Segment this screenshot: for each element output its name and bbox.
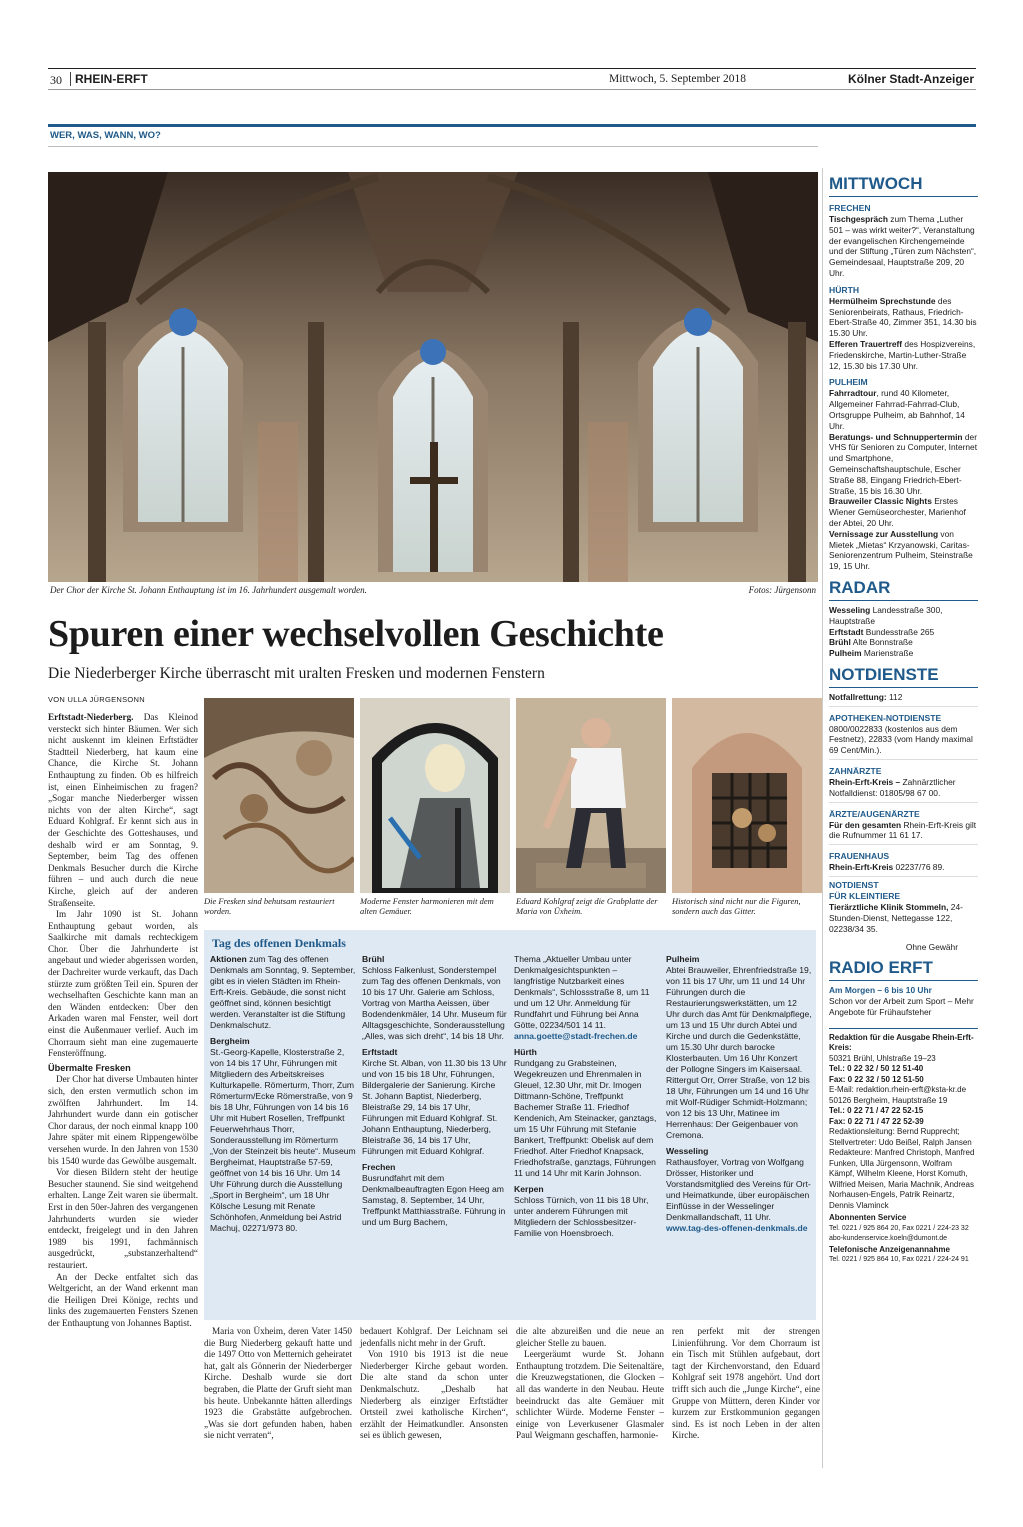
event-infobox — [204, 930, 816, 1320]
infobox-heading: Erftstadt — [362, 1047, 398, 1057]
photo-credit: Fotos: Jürgensonn — [748, 585, 816, 595]
sidebar-heading-radio: RADIO ERFT — [829, 958, 933, 978]
service-entry: Für den gesamten Rhein-Erft-Kreis gilt die Rufnummer 11 61 17. — [829, 819, 977, 841]
article-column — [204, 1326, 352, 1442]
divider — [829, 759, 978, 760]
paragraph: Vor diesen Bildern steht der heutige Besucher staunend. Sie sind weitgehend erhalten. Lange Zeit waren sie übermalt. Erst in den 50er-Jahren des vergangenen Jahrhunderts wurden sie wieder entdeckt, freigelegt und in den Jahren 1989 bis 1991, fachmännisch ausgedrückt, „substanzerhaltend“ restauriert. — [48, 1167, 198, 1270]
infobox-text: Abtei Brauweiler, Ehrenfriedstraße 19, von 11 bis 17 Uhr, um 11 und 14 Uhr Führungen durch die Restaurierungswerkstätten, um 12 Uhr durch das Amt für Denkmalpflege, um 13 und 15 Uhr durch Abtei und Kirche und durch die Gedenkstätte, um 15.30 Uhr durch barocke Klosterbauten. Um 16 Uhr Konzert der Pollogne Singers im Kaisersaal. Rittergut Orr, Orrer Straße, von 12 bis 18 Uhr, Führungen um 14 und 16 Uhr mit Wolf-Rüdiger Schmidt-Holzmann; von 12 bis 13 Uhr, Matinee im Herrenhaus: Der Geigenbauer von Cremona. — [666, 965, 812, 1140]
paragraph: ren perfekt mit der strengen Linienführung. Vor dem Chorraum ist ein Tisch mit Stühlen aufgebaut, dort tagt der Kirchenvorstand, den Eduard Kohlgraf seit 1978 angehört. Und dort trifft sich auch die „Junge Kirche“, eine Gruppe von Müttern, deren Kinder vor kurzem zur Erstkommunion gegangen sind. Es ist noch Leben in der alten Kirche. — [672, 1326, 820, 1441]
divider — [829, 196, 978, 197]
infobox-column — [210, 954, 356, 1234]
subheadline: Die Niederberger Kirche überrascht mit uralten Fresken und modernen Fenstern — [48, 665, 545, 682]
issue-date: Mittwoch, 5. September 2018 — [608, 73, 746, 85]
service-category: FÜR KLEINTIERE — [829, 891, 901, 902]
sidebar-entry: Tischgespräch zum Thema „Luther 501 – was wirkt weiter?“, Veranstaltung der evangelischen Kirchengemeinde und der Stiftung „Türen zum Nächsten“, Gemeindesaal, Hauptstraße 209, 20 Uhr. — [829, 214, 977, 278]
sidebar-entry: Hermülheim Sprechstunde des Seniorenbeirats, Rathaus, Friedrich-Ebert-Straße 40, Zimmer 351, 14.30 bis 15.30 Uhr. — [829, 295, 977, 339]
subheading: Übermalte Fresken — [48, 1062, 131, 1073]
page-header — [48, 68, 976, 90]
paragraph: An der Decke entfaltet sich das Weltgericht, an der Wand erkennt man die Heiligen Drei Könige, rechts und links des zugemauerten Fensters Szenen der Enthauptung von Johannes Baptist. — [48, 1271, 198, 1328]
radar-entry: Erftstadt Bundesstraße 265 — [829, 626, 935, 637]
paragraph: Der Chor hat diverse Umbauten hinter sich, den ersten vermutlich schon im zwölften Jahrhundert. Im 14. Jahrhundert wurde dann ein gotischer Chor daraus, der noch einmal knapp 100 Jahre später mit einem Rippengewölbe versehen wurde. In den Jahren von 1530 bis 1540 wurde das Gewölbe ausgemalt. — [48, 1074, 198, 1166]
section-kicker: WER, WAS, WANN, WO? — [50, 130, 161, 141]
article-column — [360, 1326, 508, 1442]
radar-entry: Pulheim Marienstraße — [829, 648, 914, 659]
infobox-column — [666, 954, 812, 1234]
sidebar-entry: Fahrradtour, rund 40 Kilometer, Allgemeiner Fahrrad-Fahrrad-Club, Ortsgruppe Pulheim, ab Bahnhof, 14 Uhr. — [829, 388, 965, 431]
photo-historic-grille — [672, 698, 822, 893]
sidebar-entry: Efferen Trauertreff des Hospizvereins, Friedenskirche, Martin-Luther-Straße 12, 15.30 bis 17.30 Uhr. — [829, 338, 976, 371]
sidebar-heading-mittwoch: MITTWOCH — [829, 174, 923, 193]
section-rule — [48, 124, 976, 127]
sidebar-entry: Beratungs- und Schnuppertermin der VHS für Senioren zu Computer, Internet und Smartphone, Gemeinschaftshauptschule, Escher Straße 88, Eingang Friedrich-Ebert-Straße, 15 bis 16.30 Uhr. — [829, 431, 978, 496]
service-category: APOTHEKEN-NOTDIENSTE — [829, 712, 942, 723]
photo-caption: Die Fresken sind behutsam restauriert worden. — [204, 896, 335, 916]
service-category: FRAUENHAUS — [829, 851, 890, 862]
divider — [829, 844, 978, 845]
service-category: ÄRZTE/AUGENÄRZTE — [829, 808, 920, 819]
paragraph: bedauert Kohlgraf. Der Leichnam sei jedenfalls nicht mehr in der Gruft. — [360, 1326, 508, 1348]
service-entry: Tierärztliche Klinik Stommeln, 24-Stunden-Dienst, Nettegasse 122, 02238/34 35. — [829, 902, 963, 934]
headline: Spuren einer wechselvollen Geschichte — [48, 613, 664, 655]
infobox-heading: Aktionen — [210, 954, 247, 964]
infobox-column — [514, 954, 660, 1239]
infobox-text: St.-Georg-Kapelle, Klosterstraße 2, von 14 bis 17 Uhr, Führungen mit Mitgliedern des Arbeitskreises Kulturkapelle. Römerturm, Thorr, Zum Römerturm/Ecke Römerstraße, von 9 bis 18 Uhr, Führungen von 14 bis 16 Uhr mit Hubert Rosellen, Treffpunkt Feuerwehrhaus Thorr, Sonderausstellung im Römerturm „Von der Steinzeit bis heute“. Museum Bergheimat, Hauptstraße 57-59, geöffnet von 14 bis 16 Uhr. Um 14 Uhr Führung durch die Ausstellung „Sport in Bergheim“, um 18 Uhr Kölsche Lesung mit Renate Schönhofen, Anmeldung bei Astrid Machuj, 02271/973 80. — [210, 1047, 356, 1233]
divider — [48, 146, 818, 147]
divider — [829, 980, 978, 981]
infobox-text: Schloss Falkenlust, Sonderstempel zum Tag des offenen Denkmals, von 10 bis 17 Uhr. Galerie am Schloss, Vortrag von Martha Aeissen, über Bodendenkmäler, 14 Uhr. Museum für Alltagsgeschichte, Sonderausstellung „Alles, was sich dreht“, 14 bis 18 Uhr. — [362, 965, 507, 1041]
paragraph: Leergeräumt wurde St. Johann Enthauptung trotzdem. Die Seitenaltäre, die Kreuzwegstationen, die Glocken – all das wanderte in den Neubau. Heute beeindruckt das alte Gemäuer mit schlichter Würde. Moderne Fenster – einige von Leverkusener Glasmaler Paul Weigmann geschaffen, harmonie- — [516, 1349, 664, 1441]
sidebar-heading-notdienste: NOTDIENSTE — [829, 664, 939, 684]
service-category: NOTDIENST — [829, 880, 879, 891]
infobox-heading: Brühl — [362, 954, 385, 964]
radar-entry: Brühl Alte Bonnstraße — [829, 637, 913, 648]
infobox-heading: Bergheim — [210, 1036, 250, 1046]
infobox-title: Tag des offenen Denkmals — [212, 936, 346, 950]
photo-modern-window — [360, 698, 510, 893]
paragraph: Maria von Üxheim, deren Vater 1450 die Burg Niederberg gekauft hatte und die 1497 Otto von Metternich geheiratet hat, galt als Gönnerin der Niederberger Kirche. Deshalb wurde sie dort begraben, die Platte der Gruft sieht man bis heute. Unbekannte hätten allerdings 1923 die Grabstätte aufgebrochen. „Was sie dort gefunden haben, haben sie nicht verraten“, — [204, 1326, 352, 1441]
divider — [829, 706, 978, 707]
emergency-number: Notfallrettung: 112 — [829, 691, 903, 702]
infobox-text: Rundgang zu Grabsteinen, Wegekreuzen und Ehrenmalen in Gleuel, 12.30 Uhr, mit Dr. Imogen Dittmann-Schöne, Treffpunkt Bachemer Straße 11. Friedhof Kendenich, Am Steinacker, ganztags, um 15 Uhr Führung mit Stefanie Bankert, Treffpunkt: Obelisk auf dem Friedhof. Alter Friedhof Knapsack, Friedhofstraße, ganztags, Führungen 11 und 14 Uhr mit Karin Johnson. — [514, 1058, 657, 1178]
paragraph: Im Jahr 1090 ist St. Johann Enthauptung gebaut worden, als Saalkirche mit damals rechteckigem Chor. Über die Jahrhunderte ist angebaut und wieder abgerissen worden, der Dachreiter wurde verkauft, das Dach stürzte zum größten Teil ein. Spuren der wechselhaften Geschichte kann man an den Wänden entdecken: Über den Arkaden waren mal Fenster, weil dort einst die Außenmauer verlief. Auch im Chorraum sieht man eine zugemauerte Fensteröffnung. — [48, 909, 198, 1059]
editorial-contact: Redaktion für die Ausgabe Rhein-Erft-Kreis: 50321 Brühl, Uhlstraße 19–23 Tel.: 0 22 32 / 50 12 51-40 Fax: 0 22 32 / 50 12 51-50 E-Mail: redaktion.rhein-erft@ksta-kr.de 50126 Bergheim, Hauptstraße 19 Tel.: 0 22 71 / 47 22 52-15 Fax: 0 22 71 / 47 22 52-39 Redaktionsleitung: Bernd Rupprecht; Stellvertreter: Udo Beißel, Ralph Jansen Redakteure: Manfred Christoph, Manfred Funken, Ulla Jürgensonn, Wolfram Kämpf, Wilhelm Kleene, Horst Komuth, Wilfried Meisen, Maria Machnik, Andreas Norhausen-Engels, Patrik Reinartz, Dennis Vlaminck Abonnenten Service Tel. 0221 / 925 864 20, Fax 0221 / 224-23 32 abo-kundenservice.koeln@dumont.de Telefonische Anzeigenannahme Tel. 0221 / 925 864 10, Fax 0221 / 224-24 91 — [829, 1028, 978, 1266]
infobox-heading: Kerpen — [514, 1184, 544, 1194]
service-entry: Rhein-Erft-Kreis – Zahnärztlicher Notfalldienst: 01805/98 67 00. — [829, 777, 956, 798]
paragraph: Das Kleinod versteckt sich hinter Bäumen. Wer sich nicht auskennt im kleinen Erftstädter Stadtteil Niederberg, hat kaum eine Chance, die Kirche St. Johann Enthauptung zu finden. Ob es hilfreich ist, einen Einheimischen zu fragen? „Sogar manche Niederberger wissen nichts von der alten Kirche“, sagt Eduard Kohlgraf. Er kennt sich aus in der Geschichte des Gotteshauses, und deshalb wird er am Sonntag, 9. September, beim Tag des offenen Denkmals Besucher durch die Kirche führen – und auch durch die neue Kirche, gleich auf der anderen Straßenseite. — [48, 712, 198, 908]
infobox-heading: Pulheim — [666, 954, 700, 964]
infobox-text: zum Tag des offenen Denkmals am Sonntag, 9. September, gibt es in vielen Städten im Rhein-Erft-Kreis. Gebäude, die sonst nicht geöffnet sind, können besichtigt werden. Veranstalter ist die Stiftung Denkmalschutz. — [210, 954, 356, 1030]
sidebar-entry: Brauweiler Classic Nights Erstes Wiener Gemüseorchester, Marienhof der Abtei, 20 Uhr. — [829, 496, 966, 528]
main-photo-caption: Der Chor der Kirche St. Johann Enthauptung ist im 16. Jahrhundert ausgemalt worden. — [50, 585, 367, 595]
service-sidebar — [822, 168, 978, 1468]
photo-caption: Moderne Fenster harmonieren mit dem alten Gemäuer. — [360, 896, 494, 916]
photo-eduard-kohlgraf — [516, 698, 666, 893]
service-entry: 0800/0022833 (kostenlos aus dem Festnetz), 22833 (vom Handy maximal 69 Cent/Min.). — [829, 723, 973, 756]
divider — [829, 687, 978, 688]
article-lead-column — [48, 712, 198, 1329]
sidebar-heading-radar: RADAR — [829, 577, 891, 597]
infobox-text: Schloss Türnich, von 11 bis 18 Uhr, unter anderem Führungen mit Mitgliedern der Schlossbesitzer-Familie von Hoensbroech. — [514, 1195, 649, 1238]
paragraph: Von 1910 bis 1913 ist die neue Niederberger Kirche gebaut worden. Die alte stand da schon unter Denkmalschutz. „Deshalb hat Niederberg als einziger Erftstädter Ortsteil zwei katholische Kirchen“, erzählt der Heimatkundler. Ansonsten sei es üblich gewesen, — [360, 1349, 508, 1441]
photo-frescoes — [204, 698, 354, 893]
radar-entry: Wesseling Landesstraße 300, Hauptstraße — [829, 604, 943, 626]
infobox-text: Busrundfahrt mit dem Denkmalbeauftragten Egon Heeg am Samstag, 8. September, 14 Uhr, Treffpunkt Matthiasstraße. Führung in und um Burg Bachem, — [362, 1173, 506, 1227]
divider — [829, 876, 978, 877]
infobox-heading: Wesseling — [666, 1146, 709, 1156]
dateline: Erftstadt-Niederberg. — [48, 712, 134, 722]
infobox-heading: Frechen — [362, 1162, 396, 1172]
email-link[interactable]: anna.goette@stadt-frechen.de — [514, 1031, 638, 1041]
divider — [829, 802, 978, 803]
main-photo-church-choir — [48, 172, 818, 582]
article-column — [672, 1326, 820, 1442]
infobox-text: Kirche St. Alban, von 11.30 bis 13 Uhr und von 15 bis 18 Uhr, Führungen, Bildergalerie der Sanierung. Kirche St. Johann Baptist, Niederberg, Bleistraße 29, 14 bis 17 Uhr, Führungen mit Eduard Kohlgraf. St. Johann Enthauptung, Niederberg, Bleistraße 36, 14 bis 17 Uhr, Führungen mit Eduard Kohlgraf. — [362, 1058, 507, 1156]
sidebar-location: FRECHEN — [829, 203, 871, 213]
paragraph: die alte abzureißen und die neue an gleicher Stelle zu bauen. — [516, 1326, 664, 1348]
article-column — [516, 1326, 664, 1442]
byline: VON ULLA JÜRGENSONN — [48, 695, 145, 704]
photo-caption: Historisch sind nicht nur die Figuren, sondern auch das Gitter. — [672, 896, 801, 916]
photo-caption: Eduard Kohlgraf zeigt die Grabplatte der Maria von Üxheim. — [516, 896, 658, 916]
service-entry: Rhein-Erft-Kreis 02237/76 89. — [829, 862, 945, 873]
infobox-column — [362, 954, 508, 1228]
radio-program-title: Am Morgen – 6 bis 10 Uhr — [829, 985, 932, 996]
divider — [829, 600, 978, 601]
sidebar-location: HÜRTH — [829, 284, 860, 295]
sidebar-entry: Vernissage zur Ausstellung von Mietek „Mietas“ Krzyanowski, Caritas-Seniorenzentrum Pulheim, Steinstraße 19, 15 Uhr. — [829, 528, 973, 572]
infobox-text: Rathausfoyer, Vortrag von Wolfgang Drösser, Historiker und Vorstandsmitglied des Vereins für Ort- und Heimatkunde, über europäischen Einflüsse in der Wesselinger Denkmallandschaft, 11 Uhr. — [666, 1157, 811, 1222]
newspaper-name: Kölner Stadt-Anzeiger — [847, 72, 974, 86]
page-number: 30 — [50, 73, 62, 87]
radio-program-text: Schon vor der Arbeit zum Sport – Mehr Angebote für Frühaufsteher — [829, 996, 974, 1018]
disclaimer: Ohne Gewähr — [905, 942, 958, 953]
section-name: RHEIN-ERFT — [70, 72, 148, 86]
infobox-text: Thema „Aktueller Umbau unter Denkmalgesichtspunkten – langfristige Nutzbarkeit eines Denkmals“, Schlossstraße 8, um 11 und um 12 Uhr. Anmeldung für Rundfahrt und Führung bei Anna Götte, 02234/501 14 11. — [514, 954, 650, 1030]
infobox-heading: Hürth — [514, 1047, 537, 1057]
service-category: ZAHNÄRZTE — [829, 766, 882, 777]
sidebar-location: PULHEIM — [829, 377, 868, 388]
website-link[interactable]: www.tag-des-offenen-denkmals.de — [666, 1223, 808, 1233]
